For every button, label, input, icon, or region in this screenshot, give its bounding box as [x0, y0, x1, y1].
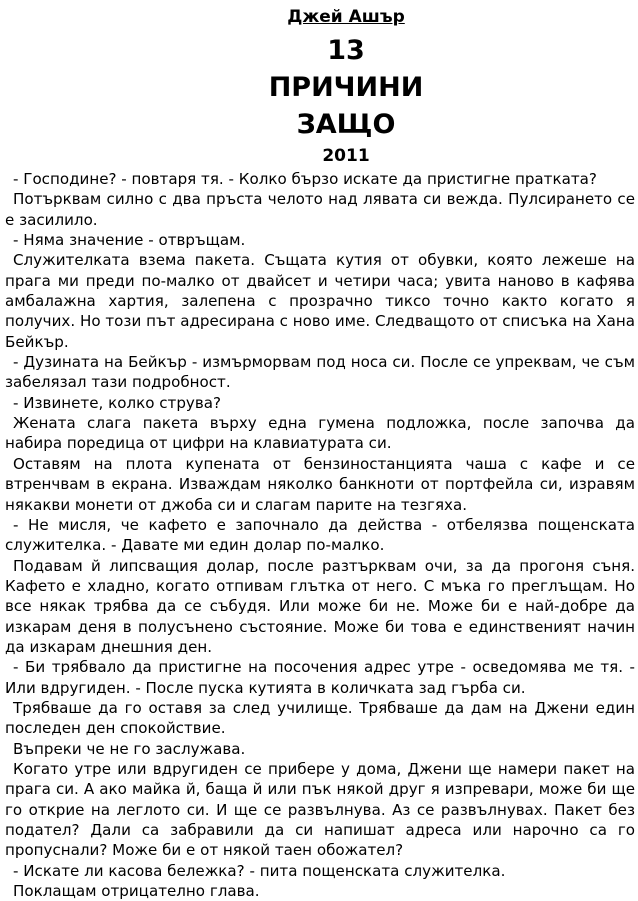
title-line-number: 13 [327, 35, 365, 66]
paragraph: - Извинете, колко струва? [13, 393, 222, 412]
paragraph: Поклащам отрицателно глава. [13, 882, 260, 901]
title-line-why: ЗАЩО [296, 109, 396, 140]
paragraph: - Дузината на Бейкър - измърморвам под носа си. После се упреквам, че съм забелязал тази подробност. [5, 353, 635, 392]
paragraph: - Няма значение - отвръщам. [13, 231, 246, 250]
paragraph: Когато утре или вдругиден се прибере у дома, Джени ще намери пакет на прага си. А ако майка й, баща й или пък някой друг я изпревари, може би ще го открие на леглото си. И ще се развълнува. Аз се развълнувах. Пакет без подател? Дали са забравили да си напишат адреса или нарочно са го пропуснали? Може би е от някой таен обожател? [5, 759, 635, 860]
paragraph: Подавам й липсващия долар, после разтърквам очи, за да прогоня съня. Кафето е хладно, когато отпивам глътка от него. С мъка го преглъщам. Но все някак трябва да се събудя. Или може би не. Може би е най-добре да изкарам деня в полусънено състояние. Може би това е единственият начин да изкарам днешния ден. [5, 556, 635, 656]
paragraph: Въпреки че не го заслужава. [13, 739, 246, 758]
publication-year: 2011 [322, 146, 370, 166]
paragraph: Оставям на плота купената от бензиностанцията чаша с кафе и се втренчвам в екрана. Изваждам няколко банкноти от портфейла си, изравям някакви монети от джоба си и слагам парите на тезгяха. [5, 454, 635, 514]
paragraph: Трябваше да го оставя за след училище. Трябваше да дам на Джени един последен ден спокойствие. [5, 698, 635, 738]
paragraph: - Господине? - повтаря тя. - Колко бързо искате да пристигне пратката? [13, 170, 597, 188]
paragraph: Служителката взема пакета. Същата кутия от обувки, която лежеше на прага ми преди по-малко от двайсет и четири часа; увита наново в кафява амбалажна хартия, залепена с прозрачно тиксо точно както когато я получих. Но този път адресирана с ново име. Следващото от списъка на Хана Бейкър. [5, 251, 635, 351]
paragraph: Потърквам силно с два пръста челото над лявата си вежда. Пулсирането се е засилило. [5, 190, 635, 229]
paragraph: Жената слага пакета върху една гумена подложка, после започва да набира поредица от цифри на клавиатурата си. [5, 414, 635, 453]
title-block [5, 6, 635, 167]
paragraph: - Искате ли касова бележка? - пита пощенската служителка. [13, 861, 506, 880]
body-text [5, 169, 635, 901]
paragraph: - Би трябвало да пристигне на посочения адрес утре - осведомява ме тя. - Или вдругиден. - После пуска кутията в количката зад гърба си. [5, 658, 635, 697]
paragraph: - Не мисля, че кафето е започнало да действа - отбелязва пощенската служителка. - Давате ми един долар по-малко. [5, 515, 635, 555]
title-line-reasons: ПРИЧИНИ [268, 72, 424, 103]
author-name: Джей Ашър [287, 7, 405, 27]
